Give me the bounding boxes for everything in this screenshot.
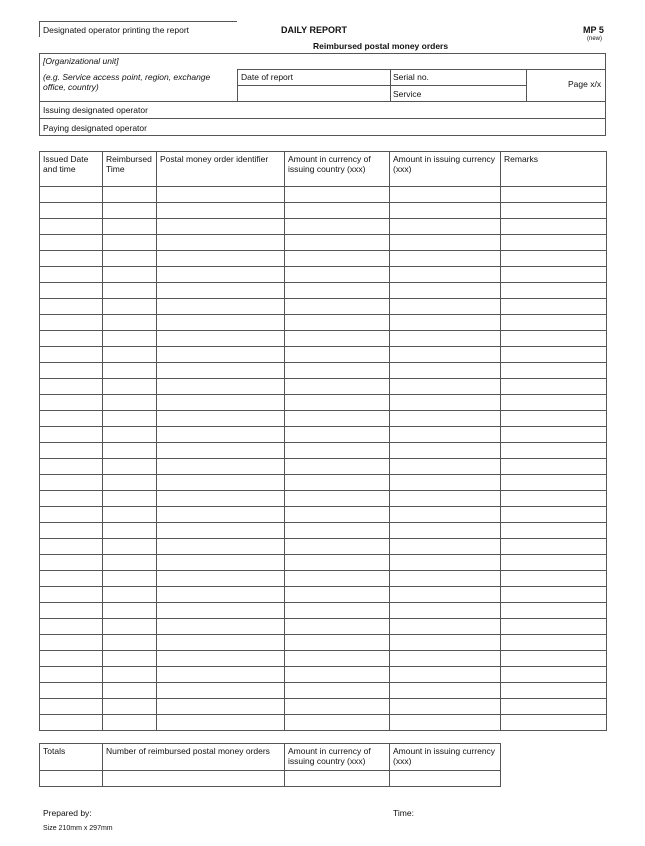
table-cell — [103, 443, 157, 459]
table-row — [40, 603, 607, 619]
table-cell — [103, 267, 157, 283]
page-cell-left-rule — [526, 69, 527, 101]
table-row — [40, 699, 607, 715]
table-cell — [40, 667, 103, 683]
table-row — [40, 571, 607, 587]
table-cell — [103, 411, 157, 427]
table-cell — [103, 667, 157, 683]
table-cell — [285, 459, 390, 475]
money-order-table — [39, 151, 607, 731]
table-cell — [157, 347, 285, 363]
table-row — [40, 475, 607, 491]
table-cell — [157, 299, 285, 315]
table-cell — [103, 475, 157, 491]
table-cell — [40, 347, 103, 363]
col-amount-issuing-currency: Amount in issuing currency (xxx) — [390, 152, 501, 187]
table-cell — [157, 363, 285, 379]
table-cell — [157, 187, 285, 203]
table-cell — [501, 299, 607, 315]
table-cell — [285, 683, 390, 699]
table-cell — [40, 363, 103, 379]
totals-row — [40, 771, 501, 787]
table-cell — [103, 283, 157, 299]
table-cell — [157, 379, 285, 395]
table-cell — [501, 347, 607, 363]
table-cell — [390, 619, 501, 635]
table-cell — [103, 571, 157, 587]
table-cell — [285, 363, 390, 379]
table-cell — [285, 667, 390, 683]
table-cell — [390, 571, 501, 587]
totals-table — [39, 743, 501, 787]
table-cell — [285, 347, 390, 363]
table-row — [40, 187, 607, 203]
table-cell — [285, 235, 390, 251]
table-cell — [390, 459, 501, 475]
col-reimbursed-time: Reimbursed Time — [103, 152, 157, 187]
table-cell — [157, 619, 285, 635]
table-cell — [285, 715, 390, 731]
table-cell — [285, 395, 390, 411]
table-cell — [501, 555, 607, 571]
table-cell — [103, 395, 157, 411]
table-row — [40, 635, 607, 651]
table-cell — [157, 699, 285, 715]
table-cell — [40, 331, 103, 347]
table-cell — [390, 395, 501, 411]
table-cell — [40, 299, 103, 315]
table-cell — [285, 555, 390, 571]
table-row — [40, 555, 607, 571]
table-row — [40, 379, 607, 395]
table-cell — [390, 251, 501, 267]
table-cell — [390, 683, 501, 699]
table-cell — [285, 315, 390, 331]
table-cell — [103, 219, 157, 235]
table-cell — [103, 315, 157, 331]
table-cell — [103, 699, 157, 715]
table-cell — [390, 187, 501, 203]
table-cell — [501, 235, 607, 251]
table-cell — [103, 427, 157, 443]
table-cell — [285, 267, 390, 283]
form-code: MP 5 — [583, 25, 604, 35]
table-row — [40, 267, 607, 283]
table-cell — [103, 459, 157, 475]
table-cell — [103, 635, 157, 651]
table-cell — [40, 523, 103, 539]
table-cell — [501, 187, 607, 203]
table-cell — [285, 427, 390, 443]
table-cell — [157, 667, 285, 683]
table-cell — [390, 715, 501, 731]
organizational-unit-example: (e.g. Service access point, region, exchange office, country) — [43, 72, 211, 92]
table-cell — [103, 379, 157, 395]
table-cell — [40, 395, 103, 411]
table-cell — [40, 571, 103, 587]
table-cell — [157, 411, 285, 427]
table-cell — [501, 267, 607, 283]
table-cell — [501, 251, 607, 267]
table-row — [40, 395, 607, 411]
serial-no-label: Serial no. — [393, 72, 429, 82]
table-cell — [157, 587, 285, 603]
table-row — [40, 619, 607, 635]
table-cell — [103, 603, 157, 619]
table-cell — [40, 203, 103, 219]
table-cell — [390, 347, 501, 363]
table-cell — [390, 491, 501, 507]
table-cell — [285, 651, 390, 667]
table-cell — [390, 299, 501, 315]
table-cell — [390, 475, 501, 491]
table-cell — [157, 523, 285, 539]
table-cell — [501, 603, 607, 619]
table-cell — [285, 379, 390, 395]
table-cell — [285, 587, 390, 603]
table-cell — [40, 715, 103, 731]
table-cell — [40, 635, 103, 651]
table-cell — [40, 619, 103, 635]
table-cell — [390, 587, 501, 603]
table-cell — [40, 443, 103, 459]
operator-printing-label: Designated operator printing the report — [43, 25, 190, 35]
table-cell — [390, 363, 501, 379]
col-total-amount-issuing-country: Amount in currency of issuing country (xxx) — [285, 744, 390, 771]
col-money-order-identifier: Postal money order identifier — [157, 152, 285, 187]
time-label: Time: — [393, 808, 414, 818]
page-number: Page x/x — [568, 79, 602, 89]
table-row — [40, 347, 607, 363]
table-cell — [157, 603, 285, 619]
table-cell — [390, 267, 501, 283]
unit-left-rule — [39, 53, 40, 135]
col-total-amount-issuing-currency: Amount in issuing currency (xxx) — [390, 744, 501, 771]
table-cell — [285, 411, 390, 427]
table-cell — [501, 395, 607, 411]
table-cell — [285, 699, 390, 715]
table-cell — [285, 443, 390, 459]
table-cell — [285, 203, 390, 219]
table-cell — [40, 491, 103, 507]
col-totals: Totals — [40, 744, 103, 771]
table-cell — [501, 203, 607, 219]
table-cell — [103, 363, 157, 379]
table-cell — [40, 539, 103, 555]
table-cell — [103, 555, 157, 571]
table-cell — [285, 619, 390, 635]
table-cell — [157, 571, 285, 587]
table-cell — [501, 667, 607, 683]
service-label: Service — [393, 89, 422, 99]
table-cell — [103, 203, 157, 219]
table-cell — [40, 427, 103, 443]
table-cell — [40, 187, 103, 203]
table-cell — [157, 443, 285, 459]
table-cell — [390, 203, 501, 219]
table-cell — [40, 411, 103, 427]
organizational-unit-label: [Organizational unit] — [43, 56, 119, 66]
table-cell — [390, 539, 501, 555]
table-row — [40, 491, 607, 507]
table-cell — [40, 603, 103, 619]
table-cell — [40, 507, 103, 523]
table-cell — [501, 443, 607, 459]
table-cell — [285, 331, 390, 347]
table-cell — [40, 651, 103, 667]
table-cell — [285, 299, 390, 315]
table-cell — [501, 283, 607, 299]
table-cell — [501, 635, 607, 651]
table-cell — [501, 587, 607, 603]
table-row — [40, 507, 607, 523]
table-cell — [157, 331, 285, 347]
table-cell — [40, 459, 103, 475]
table-cell — [103, 235, 157, 251]
table-cell — [390, 315, 501, 331]
totals-number-cell — [103, 771, 285, 787]
unit-top-rule — [39, 53, 606, 54]
table-cell — [390, 603, 501, 619]
table-cell — [40, 235, 103, 251]
totals-header-row — [40, 744, 501, 771]
col-amount-issuing-country: Amount in currency of issuing country (xxx) — [285, 152, 390, 187]
table-cell — [40, 283, 103, 299]
table-cell — [103, 619, 157, 635]
table-cell — [103, 651, 157, 667]
table-cell — [40, 219, 103, 235]
table-cell — [390, 635, 501, 651]
table-row — [40, 411, 607, 427]
date-row-top-rule — [237, 69, 606, 70]
table-cell — [157, 715, 285, 731]
table-cell — [40, 379, 103, 395]
header-rule — [39, 21, 237, 22]
table-cell — [157, 539, 285, 555]
date-row-mid-rule — [237, 85, 526, 86]
table-cell — [285, 571, 390, 587]
table-cell — [501, 219, 607, 235]
table-cell — [157, 683, 285, 699]
issuing-operator-label: Issuing designated operator — [43, 105, 148, 115]
table-cell — [157, 235, 285, 251]
paying-top-rule — [39, 118, 606, 119]
table-cell — [501, 379, 607, 395]
report-subtitle: Reimbursed postal money orders — [313, 41, 449, 51]
table-row — [40, 443, 607, 459]
date-of-report-label: Date of report — [241, 72, 293, 82]
table-cell — [390, 443, 501, 459]
table-cell — [40, 555, 103, 571]
col-issued-date-time: Issued Date and time — [40, 152, 103, 187]
table-cell — [157, 267, 285, 283]
table-cell — [285, 219, 390, 235]
table-cell — [157, 283, 285, 299]
table-cell — [40, 267, 103, 283]
table-cell — [103, 539, 157, 555]
table-cell — [157, 651, 285, 667]
table-cell — [390, 219, 501, 235]
table-row — [40, 235, 607, 251]
table-cell — [285, 539, 390, 555]
table-cell — [40, 315, 103, 331]
table-cell — [501, 507, 607, 523]
paying-operator-label: Paying designated operator — [43, 123, 147, 133]
table-row — [40, 283, 607, 299]
table-cell — [103, 347, 157, 363]
table-cell — [285, 491, 390, 507]
table-row — [40, 715, 607, 731]
table-row — [40, 587, 607, 603]
table-cell — [501, 459, 607, 475]
table-cell — [103, 299, 157, 315]
issuing-top-rule — [39, 101, 606, 102]
table-row — [40, 683, 607, 699]
table-cell — [40, 251, 103, 267]
header-rule-left — [39, 21, 40, 37]
table-cell — [501, 331, 607, 347]
totals-amount-country-cell — [285, 771, 390, 787]
table-cell — [103, 683, 157, 699]
operators-bottom-rule — [39, 135, 606, 136]
table-cell — [103, 491, 157, 507]
table-cell — [103, 251, 157, 267]
table-cell — [157, 507, 285, 523]
table-row — [40, 315, 607, 331]
paper-size-label: Size 210mm x 297mm — [43, 825, 113, 832]
table-cell — [501, 315, 607, 331]
table-header-row — [40, 152, 607, 187]
table-cell — [501, 571, 607, 587]
totals-amount-currency-cell — [390, 771, 501, 787]
table-cell — [390, 379, 501, 395]
table-cell — [390, 507, 501, 523]
table-cell — [285, 251, 390, 267]
table-cell — [157, 315, 285, 331]
table-cell — [157, 635, 285, 651]
table-cell — [157, 395, 285, 411]
table-cell — [285, 603, 390, 619]
table-cell — [501, 683, 607, 699]
table-row — [40, 219, 607, 235]
table-row — [40, 203, 607, 219]
table-row — [40, 363, 607, 379]
table-cell — [501, 475, 607, 491]
unit-right-rule — [605, 53, 606, 135]
table-cell — [40, 587, 103, 603]
table-cell — [103, 331, 157, 347]
table-cell — [501, 699, 607, 715]
table-row — [40, 539, 607, 555]
totals-cell — [40, 771, 103, 787]
table-row — [40, 299, 607, 315]
table-cell — [390, 523, 501, 539]
table-cell — [285, 523, 390, 539]
table-cell — [285, 187, 390, 203]
table-cell — [40, 475, 103, 491]
table-cell — [157, 555, 285, 571]
table-cell — [157, 459, 285, 475]
table-cell — [390, 427, 501, 443]
table-cell — [501, 523, 607, 539]
prepared-by-label: Prepared by: — [43, 808, 92, 818]
table-cell — [501, 619, 607, 635]
table-row — [40, 651, 607, 667]
table-cell — [390, 699, 501, 715]
table-cell — [103, 523, 157, 539]
table-row — [40, 667, 607, 683]
table-cell — [157, 491, 285, 507]
table-cell — [157, 475, 285, 491]
table-cell — [390, 331, 501, 347]
table-cell — [501, 715, 607, 731]
table-row — [40, 523, 607, 539]
table-cell — [157, 251, 285, 267]
table-cell — [390, 555, 501, 571]
table-cell — [501, 427, 607, 443]
table-row — [40, 251, 607, 267]
report-title: DAILY REPORT — [281, 25, 348, 35]
table-cell — [40, 699, 103, 715]
table-cell — [501, 491, 607, 507]
table-cell — [157, 427, 285, 443]
table-cell — [390, 667, 501, 683]
table-cell — [390, 651, 501, 667]
table-cell — [501, 363, 607, 379]
table-cell — [40, 683, 103, 699]
table-cell — [390, 235, 501, 251]
table-cell — [285, 283, 390, 299]
table-cell — [103, 715, 157, 731]
table-cell — [501, 539, 607, 555]
table-cell — [285, 475, 390, 491]
table-cell — [103, 507, 157, 523]
table-cell — [103, 187, 157, 203]
table-cell — [103, 587, 157, 603]
table-cell — [501, 651, 607, 667]
table-cell — [501, 411, 607, 427]
table-cell — [390, 283, 501, 299]
table-cell — [285, 635, 390, 651]
table-row — [40, 459, 607, 475]
col-remarks: Remarks — [501, 152, 607, 187]
table-row — [40, 427, 607, 443]
table-cell — [157, 219, 285, 235]
table-row — [40, 331, 607, 347]
col-number-reimbursed: Number of reimbursed postal money orders — [103, 744, 285, 771]
table-cell — [285, 507, 390, 523]
form-status: (new) — [587, 36, 603, 42]
table-cell — [157, 203, 285, 219]
table-cell — [390, 411, 501, 427]
